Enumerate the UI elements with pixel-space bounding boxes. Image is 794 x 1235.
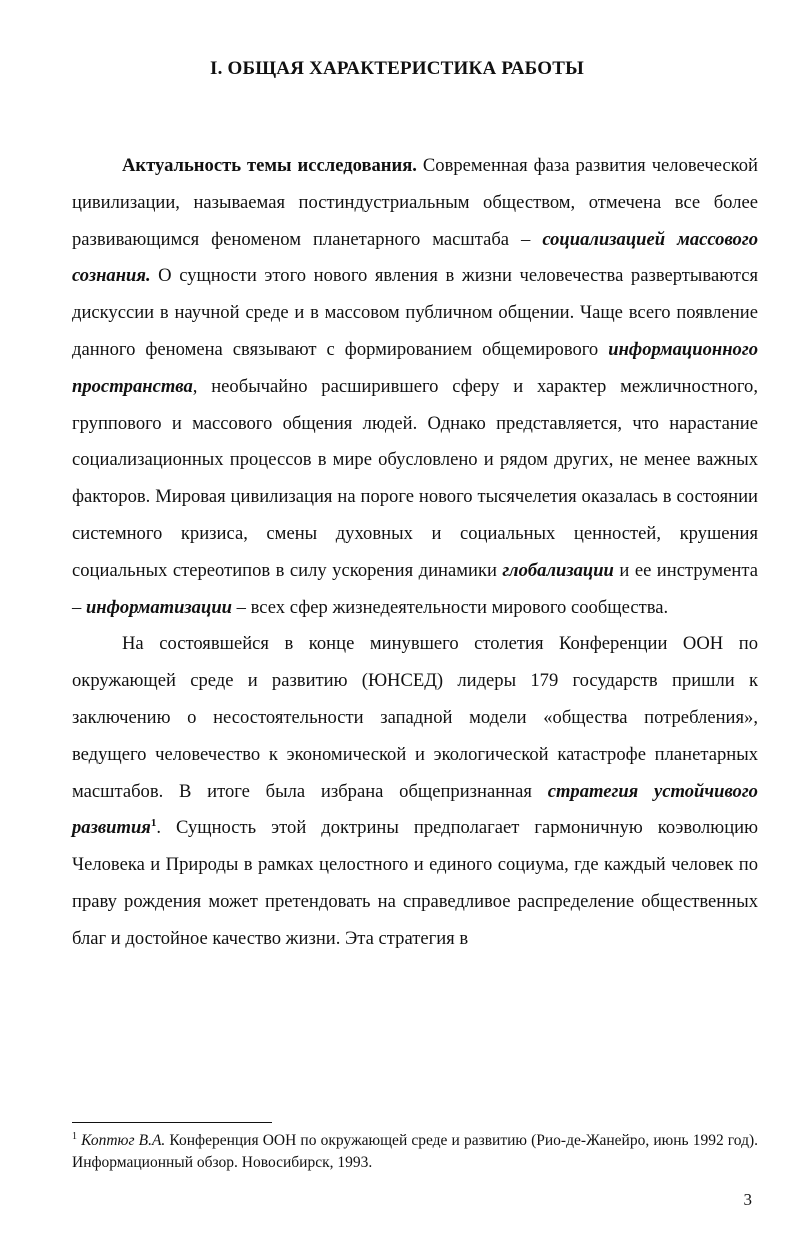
body-text <box>72 148 758 958</box>
footnote-marker: 1 <box>72 1130 77 1142</box>
emphasis-term: стратегия устойчивого развития <box>72 780 758 839</box>
text-run: На состоявшейся в конце минувшего столетия Конференции ООН по окружающей среде и развитию (ЮНСЕД) лидеры 179 государств пришли к заключению о несостоятельности западной модели «общества потребления», ведущего человечество к экономической и экологической катастрофе планетарных масштабов. В итоге была избрана общепризнанная <box>72 633 758 802</box>
text-run: , необычайно расширившего сферу и характер межличностного, группового и массового общения людей. Однако представляется, что нарастание социализационных процессов в мире обусловлено и рядом других, не менее важных факторов. Мировая цивилизация на пороге нового тысячелетия оказалась в состоянии системного кризиса, смены духовных и социальных ценностей, крушения социальных стереотипов в силу ускорения динамики <box>72 375 758 581</box>
emphasis-term: глобализации <box>502 559 614 581</box>
text-run: О сущности этого нового явления в жизни человечества развертываются дискуссии в научной среде и в массовом публичном общении. Чаще всего появление данного феномена связывают с формированием общемирового <box>72 265 758 360</box>
text-run: Современная фаза развития человеческой цивилизации, называемая постиндустриальным обществом, отмечена все более развивающимся феноменом планетарного масштаба – <box>72 155 758 250</box>
paragraph-relevance <box>72 148 758 626</box>
text-run: и ее инструмента – <box>72 559 758 618</box>
section-heading: I. ОБЩАЯ ХАРАКТЕРИСТИКА РАБОТЫ <box>210 58 584 79</box>
emphasis-term: информационного пространства <box>72 338 758 397</box>
paragraph-conference <box>72 626 758 957</box>
footnote-text: Конференция ООН по окружающей среде и развитию (Рио-де-Жанейро, июнь 1992 год). Информационный обзор. Новосибирск, 1993. <box>72 1132 759 1171</box>
emphasis-term: социализацией массового сознания. <box>72 228 758 287</box>
emphasis-term: информатизации <box>85 596 233 618</box>
footnote <box>72 1130 758 1174</box>
text-run: – всех сфер жизнедеятельности мирового сообщества. <box>232 596 669 618</box>
text-run: . Сущность этой доктрины предполагает гармоничную коэволюцию Человека и Природы в рамках целостного и единого социума, где каждый человек по праву рождения может претендовать на справедливое распределение общественных благ и достойное качество жизни. Эта стратегия в <box>72 817 758 949</box>
footnote-divider <box>72 1122 272 1123</box>
footnote-reference[interactable]: 1 <box>150 817 157 830</box>
page-number: 3 <box>743 1190 752 1209</box>
paragraph-lead: Актуальность темы исследования. <box>122 155 417 176</box>
footnote-author: Коптюг В.А. <box>81 1132 166 1149</box>
